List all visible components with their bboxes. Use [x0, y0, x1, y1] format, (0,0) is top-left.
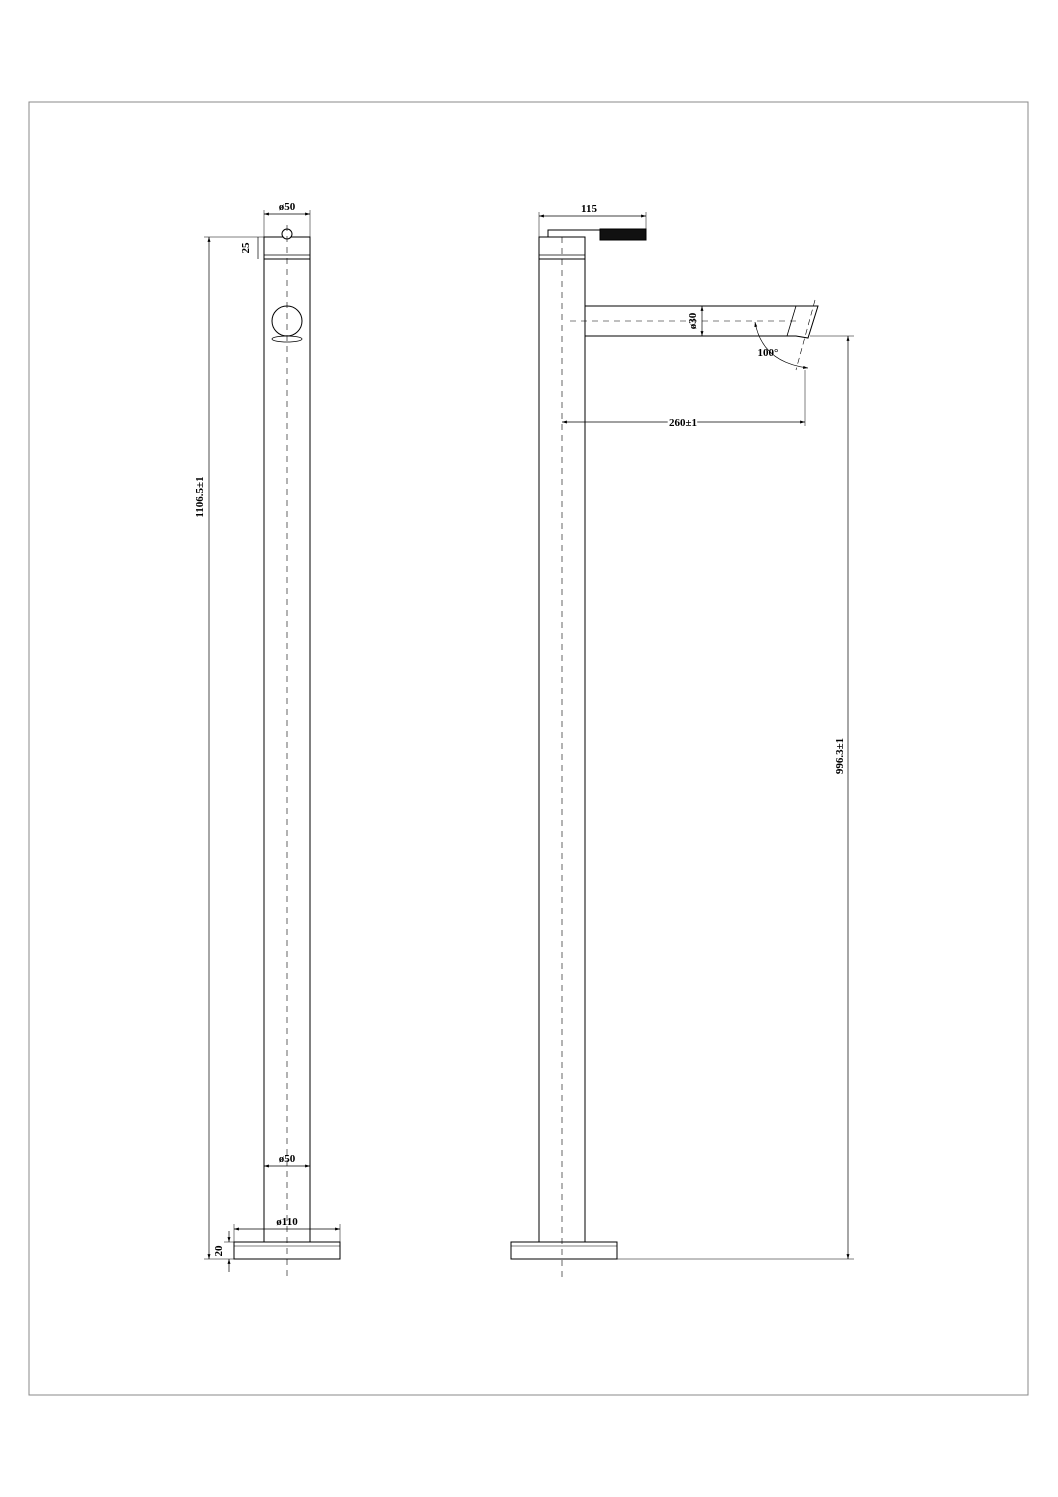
spout	[585, 306, 818, 338]
label-base-height: 20	[213, 1245, 225, 1257]
label-spout-diameter: ø30	[687, 312, 699, 330]
front-view	[194, 201, 340, 1278]
lever-arm	[548, 230, 600, 237]
label-base-diameter: ø110	[276, 1216, 298, 1228]
label-top-diameter: ø50	[278, 201, 296, 213]
label-lever-length: 115	[581, 203, 597, 215]
label-spout-reach: 260±1	[668, 417, 698, 429]
lever-handle	[600, 229, 646, 240]
label-total-height: 1106.5±1	[194, 476, 206, 518]
label-lower-diameter: ø50	[278, 1153, 296, 1165]
label-spout-angle: 100°	[757, 347, 779, 359]
drawing-frame	[29, 102, 1028, 1395]
spout-outlet	[272, 306, 302, 336]
side-view	[511, 203, 854, 1278]
label-cap-height: 25	[240, 242, 252, 254]
side-base	[511, 1242, 617, 1259]
label-spout-height: 996.3±1	[834, 737, 846, 775]
